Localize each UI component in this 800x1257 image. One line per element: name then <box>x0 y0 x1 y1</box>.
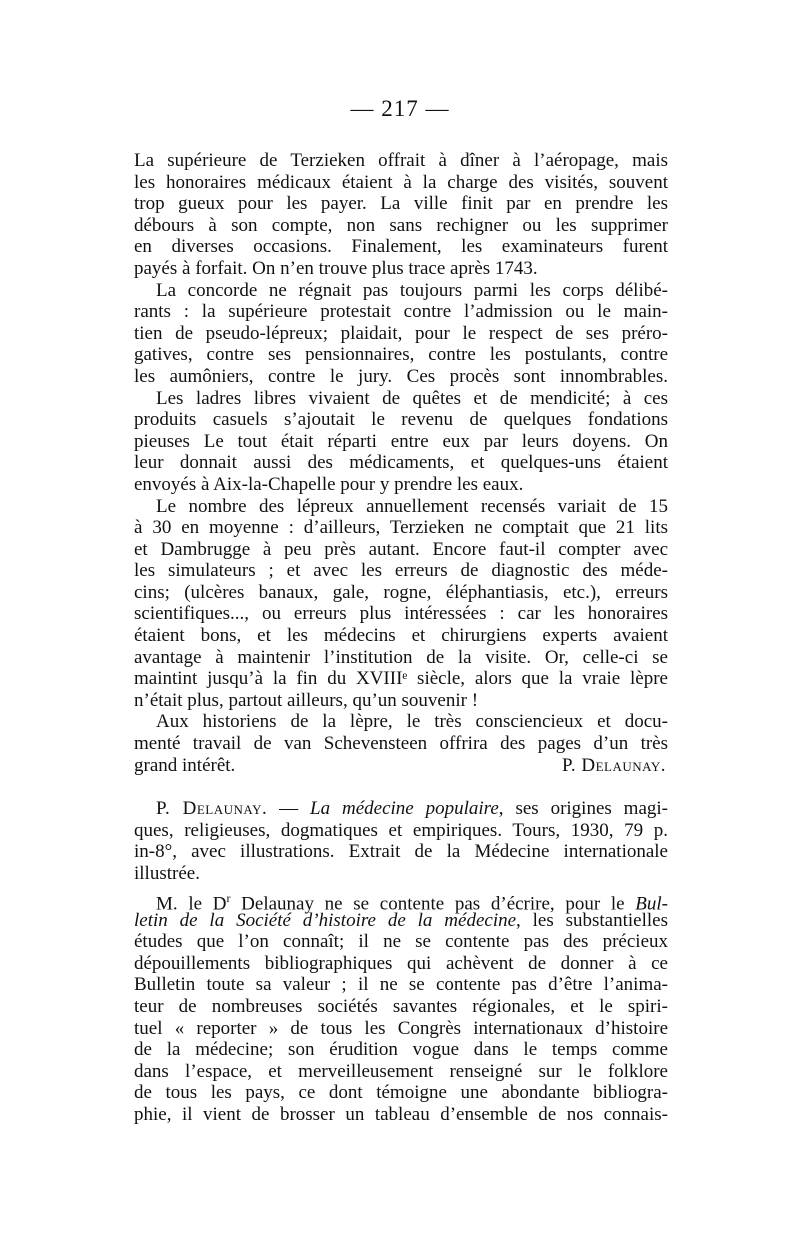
text-line: dans l’espace, et merveilleusement renseigné sur le folklore <box>134 1060 668 1082</box>
closing-line <box>134 755 668 777</box>
text-line: tien de pseudo-lépreux; plaidait, pour le respect de ses préro- <box>134 322 668 344</box>
text-fragment: Delaunay ne se contente pas d’écrire, pour le <box>230 893 636 915</box>
superscript: r <box>226 891 231 905</box>
paragraph <box>134 711 668 776</box>
citation-title: La médecine populaire <box>310 798 499 819</box>
text-line: les simulateurs ; et avec les erreurs de diagnostic des méde- <box>134 560 668 582</box>
text-line: La supérieure de Terzieken offrait à dîner à l’aéropage, mais <box>134 150 668 171</box>
page-number: — 217 — <box>350 96 450 121</box>
text-line: Aux historiens de la lèpre, le très consciencieux et docu- <box>156 711 668 733</box>
text-line: Les ladres libres vivaient de quêtes et de mendicité; à ces <box>156 387 668 409</box>
text-line: rants : la supérieure protestait contre l’admission ou le main- <box>134 301 668 323</box>
text-line: de tous les pays, ce dont témoigne une abondante bibliogra- <box>134 1082 668 1104</box>
text-line: débours à son compte, non sans rechigner ou les supprimer <box>134 214 668 236</box>
text-line: tuel « reporter » de tous les Congrès internationaux d’histoire <box>134 1017 668 1039</box>
text-line: et Dambrugge à peu près autant. Encore faut-il compter avec <box>134 538 668 560</box>
text-line: produits casuels s’ajoutait le revenu de quelques fondations <box>134 409 668 431</box>
text-line: pieuses Le tout était réparti entre eux par leurs doyens. On <box>134 430 668 452</box>
text-line: trop gueux pour les payer. La ville finit par en prendre les <box>134 193 668 215</box>
citation-line: ques, religieuses, dogmatiques et empiriques. Tours, 1930, 79 p. <box>134 819 668 841</box>
text-line: scientifiques..., ou erreurs plus intéressées : car les honoraires <box>134 603 668 625</box>
text-line: teur de nombreuses sociétés savantes régionales, et le spiri- <box>134 995 668 1017</box>
text-line: de la médecine; son érudition vogue dans le temps comme <box>134 1039 668 1061</box>
text-fragment: letin de la Société d’histoire de la médecine <box>134 909 517 931</box>
citation-line: illustrée. <box>134 862 200 884</box>
text-line <box>134 888 669 915</box>
text-line: étaient bons, et les médecins et chirurgiens experts avaient <box>134 625 668 647</box>
paragraph <box>134 150 668 280</box>
paragraph <box>134 496 668 712</box>
text-line: menté travail de van Schevensteen offrira des pages d’un très <box>134 733 668 755</box>
text-line <box>134 910 668 932</box>
text-line: dépouillements bibliographiques qui achèvent de donner à ce <box>134 952 668 974</box>
text-line: envoyés à Aix-la-Chapelle pour y prendre les eaux. <box>134 473 524 495</box>
citation-dash: — <box>267 798 311 819</box>
text-fragment: Bul- <box>635 893 669 915</box>
review-signature: P. Delaunay. <box>561 754 666 776</box>
text-line: les aumôniers, contre le jury. Ces procès sont innombrables. <box>134 365 668 387</box>
text-line: cins; (ulcères banaux, gale, rogne, éléphantiasis, etc.), erreurs <box>134 581 668 603</box>
paragraph <box>134 280 668 388</box>
text-fragment: M. le D <box>156 893 227 915</box>
review-text <box>134 150 668 776</box>
review-body <box>134 888 668 1126</box>
text-line: maintint jusqu’à la fin du XVIIIᵉ siècle, alors que la vraie lèpre <box>134 668 668 690</box>
citation-text: , ses origines magi- <box>498 798 668 819</box>
citation-line: in-8°, avec illustrations. Extrait de la Médecine internationale <box>134 841 668 863</box>
text-line: payés à forfait. On n’en trouve plus trace après 1743. <box>134 257 538 279</box>
text-line: Le nombre des lépreux annuellement recensés variait de 15 <box>156 495 668 517</box>
text-line: à 30 en moyenne : d’ailleurs, Terzieken ne comptait que 21 lits <box>134 517 668 539</box>
text-line: phie, il vient de brosser un tableau d’ensemble de nos connais- <box>134 1103 668 1125</box>
paragraph <box>134 388 668 496</box>
text-line: leur donnait aussi des médicaments, et quelques-uns étaient <box>134 452 668 474</box>
text-line: grand intérêt. <box>134 754 236 776</box>
citation <box>134 798 668 884</box>
text-line: n’était plus, partout ailleurs, qu’un souvenir ! <box>134 689 479 711</box>
text-line: La concorde ne régnait pas toujours parmi les corps délibé- <box>156 279 668 301</box>
text-line: gatives, contre ses pensionnaires, contre les postulants, contre <box>134 344 668 366</box>
citation-line <box>134 798 668 820</box>
text-line: avantage à maintenir l’institution de la visite. Or, celle-ci se <box>134 646 668 668</box>
text-line: études que l’on connaît; il ne se contente pas des précieux <box>134 931 668 953</box>
text-line: les honoraires médicaux étaient à la charge des visités, souvent <box>134 171 668 193</box>
text-line: Bulletin toute sa valeur ; il ne se contente pas d’être l’anima- <box>134 974 668 996</box>
text-fragment: , les substantielles <box>516 909 668 931</box>
citation-author: P. Delaunay. <box>156 798 268 819</box>
text-line: en diverses occasions. Finalement, les examinateurs furent <box>134 236 668 258</box>
